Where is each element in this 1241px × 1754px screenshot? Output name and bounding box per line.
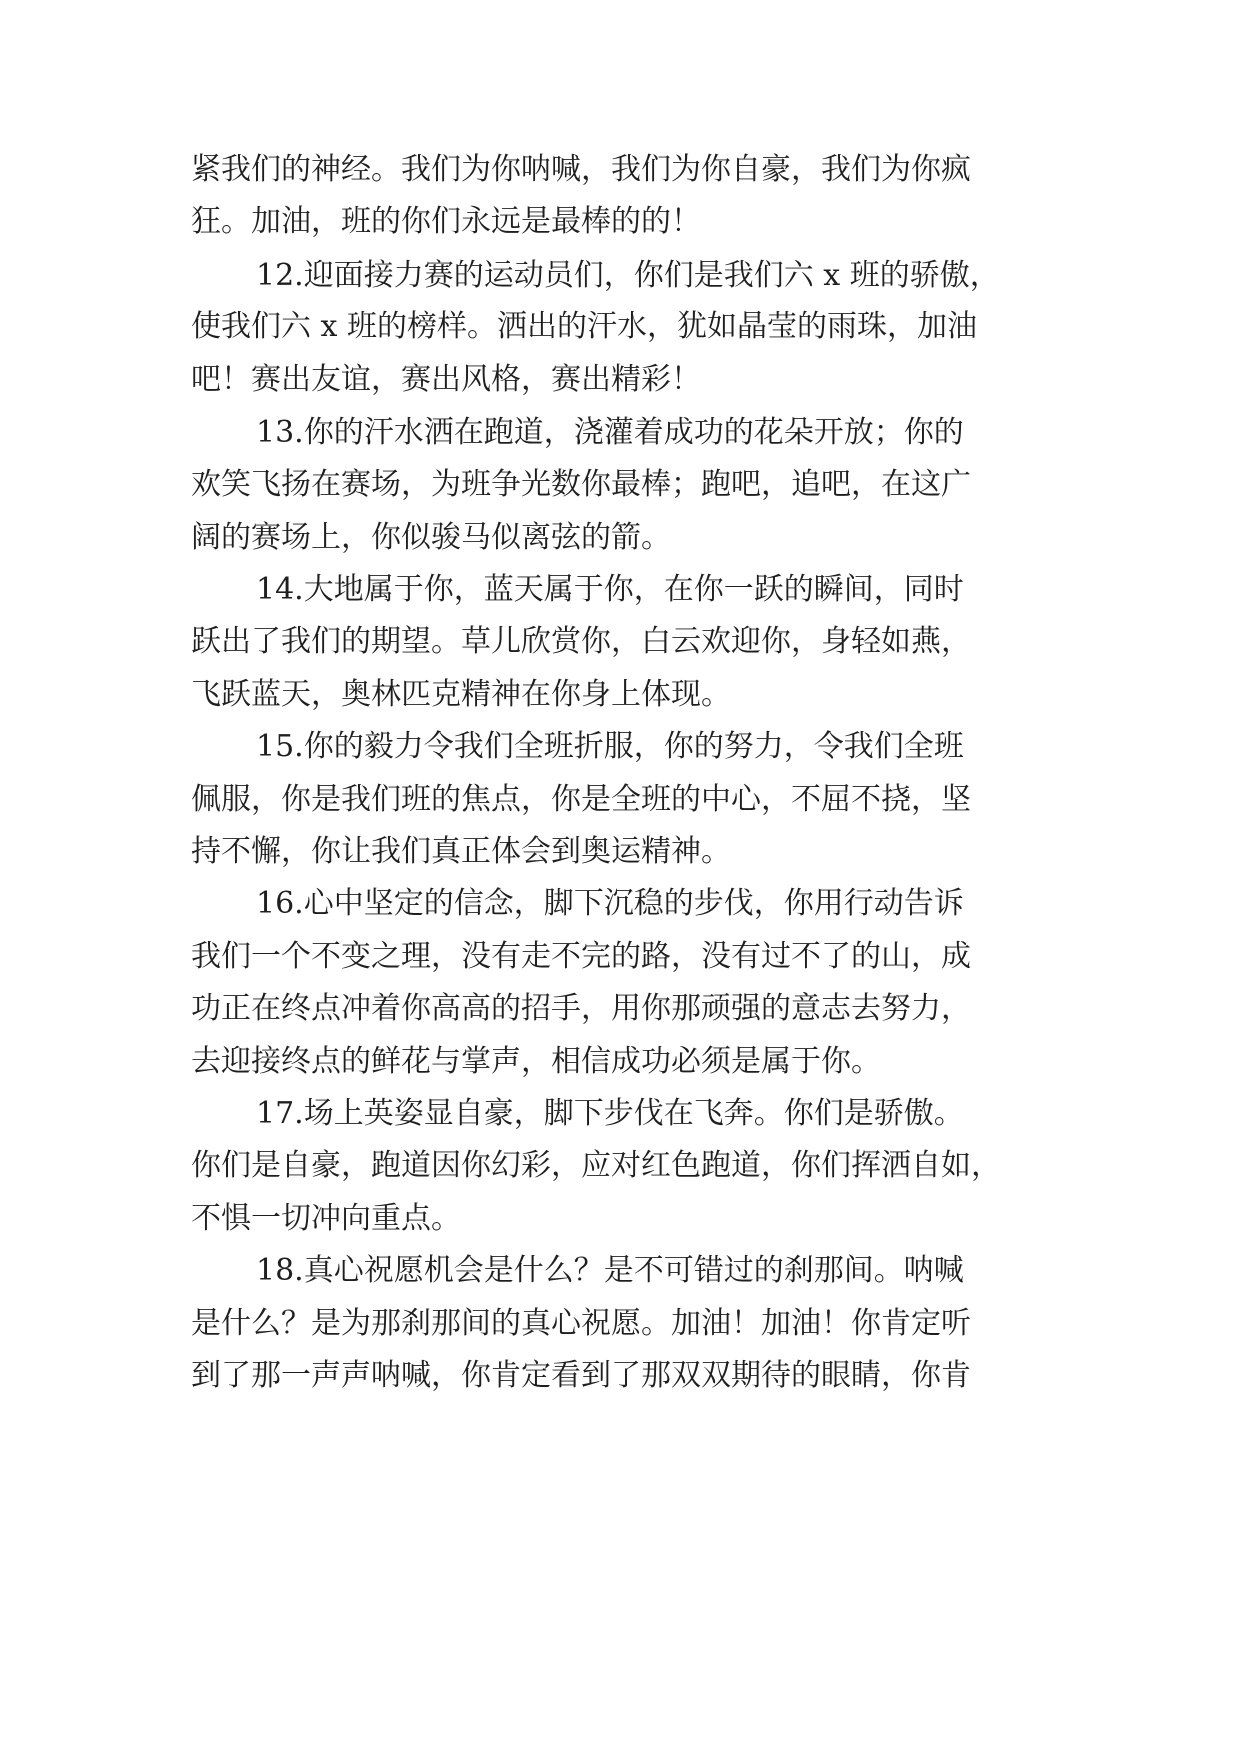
text-line: 功正在终点冲着你高高的招手，用你那顽强的意志去努力， [191,991,971,1026]
paragraph-18-line: 18.真心祝愿机会是什么？是不可错过的刹那间。呐喊 [256,1253,964,1288]
paragraph-14-line: 14.大地属于你，蓝天属于你，在你一跃的瞬间，同时 [256,572,964,607]
text-line: 你们是自豪，跑道因你幻彩，应对红色跑道，你们挥洒自如， [191,1148,1001,1183]
text-line: 飞跃蓝天，奥林匹克精神在你身上体现。 [191,677,731,712]
paragraph-12-line: 12.迎面接力赛的运动员们，你们是我们六 x 班的骄傲， [256,258,1000,293]
paragraph-16-line: 16.心中坚定的信念，脚下沉稳的步伐，你用行动告诉 [256,886,964,921]
text-line: 吧！赛出友谊，赛出风格，赛出精彩！ [191,362,701,397]
text-line: 到了那一声声呐喊，你肯定看到了那双双期待的眼睛，你肯 [191,1358,971,1393]
text-line: 持不懈，你让我们真正体会到奥运精神。 [191,834,731,869]
text-line: 阔的赛场上，你似骏马似离弦的箭。 [191,520,671,555]
text-line: 欢笑飞扬在赛场，为班争光数你最棒；跑吧，追吧，在这广 [191,467,971,502]
paragraph-13-line: 13.你的汗水洒在跑道，浇灌着成功的花朵开放；你的 [256,415,964,450]
text-line: 跃出了我们的期望。草儿欣赏你，白云欢迎你，身轻如燕， [191,624,971,659]
text-line: 不惧一切冲向重点。 [191,1201,461,1236]
text-line: 佩服，你是我们班的焦点，你是全班的中心，不屈不挠，坚 [191,782,971,817]
text-line: 狂。加油，班的你们永远是最棒的的！ [191,204,701,239]
text-line: 紧我们的神经。我们为你呐喊，我们为你自豪，我们为你疯 [191,152,971,187]
text-line: 是什么？是为那刹那间的真心祝愿。加油！加油！你肯定听 [191,1306,971,1341]
paragraph-15-line: 15.你的毅力令我们全班折服，你的努力，令我们全班 [256,729,964,764]
text-line: 我们一个不变之理，没有走不完的路，没有过不了的山，成 [191,939,971,974]
text-line: 使我们六 x 班的榜样。洒出的汗水，犹如晶莹的雨珠，加油 [191,309,977,344]
paragraph-17-line: 17.场上英姿显自豪，脚下步伐在飞奔。你们是骄傲。 [256,1096,964,1131]
text-line: 去迎接终点的鲜花与掌声，相信成功必须是属于你。 [191,1044,881,1079]
